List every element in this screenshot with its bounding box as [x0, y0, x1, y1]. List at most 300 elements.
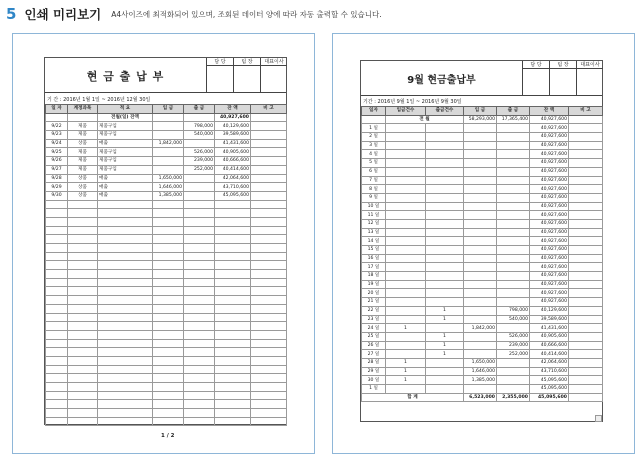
- table-cell: [98, 235, 153, 244]
- note-cell: [251, 131, 287, 140]
- balance-cell: 40,927,600: [530, 150, 569, 159]
- account-cell: 제품: [68, 165, 98, 174]
- table-row: [362, 315, 603, 324]
- balance-cell: 45,095,600: [530, 385, 569, 394]
- withdrawal-cell: [184, 174, 215, 183]
- note-cell: [569, 219, 603, 228]
- print-preview-page-1: [12, 33, 315, 454]
- table-cell: [68, 400, 98, 409]
- note-cell: [569, 358, 603, 367]
- table-cell: [46, 113, 68, 122]
- withdrawal-count-cell: [426, 280, 464, 289]
- withdrawal-cell: 526,000: [184, 148, 215, 157]
- deposit-cell: [464, 228, 497, 237]
- table-cell: [98, 252, 153, 261]
- note-cell: [569, 246, 603, 255]
- table-cell: [153, 322, 184, 331]
- note-cell: [569, 367, 603, 376]
- table-cell: [184, 296, 215, 305]
- empty-row: [46, 356, 287, 365]
- deposit-count-cell: [386, 141, 426, 150]
- balance-cell: 40,927,600: [530, 133, 569, 142]
- balance-cell: 40,927,600: [530, 237, 569, 246]
- withdrawal-count-cell: [426, 367, 464, 376]
- deposit-cell: [464, 254, 497, 263]
- note-cell: [569, 237, 603, 246]
- empty-row: [46, 304, 287, 313]
- column-header: 입 금: [153, 105, 184, 114]
- table-cell: [184, 409, 215, 418]
- table-cell: [184, 356, 215, 365]
- deposit-count-cell: [386, 228, 426, 237]
- table-row: [362, 367, 603, 376]
- table-cell: [153, 330, 184, 339]
- table-cell: [251, 365, 287, 374]
- cash-book-form: [44, 57, 287, 439]
- section-subtitle: A4사이즈에 최적화되어 있으며, 조회된 데이터 양에 따라 자동 출력할 수 있습니다.: [111, 9, 382, 19]
- deposit-cell: [464, 176, 497, 185]
- table-cell: [153, 417, 184, 426]
- date-cell: 9/28: [46, 174, 68, 183]
- withdrawal-cell: [497, 159, 530, 168]
- table-cell: [251, 209, 287, 218]
- balance-cell: 39,589,600: [530, 315, 569, 324]
- balance-cell: 40,927,600: [530, 167, 569, 176]
- day-cell: 19 일: [362, 280, 386, 289]
- withdrawal-count-cell: [426, 211, 464, 220]
- table-row: [46, 174, 287, 183]
- account-cell: 상품: [68, 183, 98, 192]
- deposit-count-cell: [386, 193, 426, 202]
- withdrawal-cell: [497, 254, 530, 263]
- table-cell: [184, 365, 215, 374]
- table-cell: [184, 252, 215, 261]
- note-cell: [569, 341, 603, 350]
- column-header: 비 고: [251, 105, 287, 114]
- withdrawal-cell: [497, 246, 530, 255]
- deposit-cell: [464, 280, 497, 289]
- day-cell: 14 일: [362, 237, 386, 246]
- day-cell: 9 일: [362, 193, 386, 202]
- approval-divider: [233, 58, 234, 93]
- table-cell: [215, 391, 251, 400]
- balance-cell: 40,927,600: [530, 263, 569, 272]
- withdrawal-count-cell: [426, 167, 464, 176]
- note-cell: [251, 139, 287, 148]
- table-cell: [153, 383, 184, 392]
- deposit-cell: [464, 193, 497, 202]
- form-title: 9월 현금출납부: [407, 75, 476, 86]
- withdrawal-cell: [497, 219, 530, 228]
- table-cell: [46, 217, 68, 226]
- withdrawal-cell: [497, 202, 530, 211]
- table-row: [362, 202, 603, 211]
- table-cell: [68, 113, 98, 122]
- table-cell: [215, 374, 251, 383]
- table-cell: [251, 356, 287, 365]
- deposit-cell: 1,650,000: [464, 358, 497, 367]
- table-cell: [68, 348, 98, 357]
- table-row: [46, 122, 287, 131]
- table-cell: [68, 322, 98, 331]
- table-cell: [215, 296, 251, 305]
- table-cell: [184, 278, 215, 287]
- balance-cell: 40,927,600: [530, 280, 569, 289]
- date-cell: 9/22: [46, 122, 68, 131]
- table-cell: [68, 417, 98, 426]
- table-cell: [215, 322, 251, 331]
- memo-cell: 제품구입: [98, 148, 153, 157]
- table-row: [362, 176, 603, 185]
- carry-deposit: 58,293,000: [464, 115, 497, 124]
- note-cell: [569, 332, 603, 341]
- table-cell: [251, 400, 287, 409]
- table-cell: [46, 252, 68, 261]
- table-cell: [215, 287, 251, 296]
- deposit-cell: [464, 150, 497, 159]
- table-cell: [46, 409, 68, 418]
- note-cell: [569, 298, 603, 307]
- table-cell: [98, 244, 153, 253]
- deposit-cell: 1,646,000: [153, 183, 184, 192]
- table-cell: [98, 330, 153, 339]
- page-number: 1 / 2: [161, 433, 175, 439]
- table-cell: [98, 339, 153, 348]
- empty-row: [46, 200, 287, 209]
- table-cell: [251, 409, 287, 418]
- table-cell: [215, 209, 251, 218]
- table-cell: [98, 217, 153, 226]
- deposit-count-cell: [386, 202, 426, 211]
- deposit-count-cell: [386, 298, 426, 307]
- date-cell: 9/30: [46, 191, 68, 200]
- table-cell: [569, 393, 603, 402]
- table-row: [362, 133, 603, 142]
- column-header: 출금건수: [426, 107, 464, 116]
- table-cell: [98, 374, 153, 383]
- table-cell: [184, 235, 215, 244]
- monthly-cash-book-form: [360, 60, 603, 422]
- empty-row: [46, 391, 287, 400]
- table-cell: [251, 226, 287, 235]
- total-label: 합 계: [362, 393, 464, 402]
- table-cell: [68, 244, 98, 253]
- table-cell: [184, 383, 215, 392]
- withdrawal-cell: [497, 228, 530, 237]
- withdrawal-cell: [497, 176, 530, 185]
- empty-row: [46, 365, 287, 374]
- table-cell: [46, 261, 68, 270]
- table-cell: [184, 209, 215, 218]
- carry-row: [362, 115, 603, 124]
- table-cell: [46, 400, 68, 409]
- day-cell: 22 일: [362, 306, 386, 315]
- withdrawal-count-cell: 1: [426, 306, 464, 315]
- deposit-cell: [464, 159, 497, 168]
- column-header: 비 고: [569, 107, 603, 116]
- balance-cell: 40,927,600: [530, 211, 569, 220]
- day-cell: 30 일: [362, 376, 386, 385]
- table-row: [46, 131, 287, 140]
- account-cell: 제품: [68, 157, 98, 166]
- day-cell: 18 일: [362, 272, 386, 281]
- account-cell: 제품: [68, 122, 98, 131]
- balance-cell: 40,927,600: [530, 159, 569, 168]
- withdrawal-cell: 239,000: [497, 341, 530, 350]
- table-cell: [98, 209, 153, 218]
- balance-cell: 40,927,600: [530, 289, 569, 298]
- table-cell: [98, 400, 153, 409]
- table-cell: [68, 383, 98, 392]
- table-cell: [251, 287, 287, 296]
- table-header-row: [362, 107, 603, 116]
- balance-cell: 40,927,600: [530, 141, 569, 150]
- table-row: [362, 185, 603, 194]
- table-cell: [68, 339, 98, 348]
- deposit-cell: [464, 202, 497, 211]
- day-cell: 4 일: [362, 150, 386, 159]
- deposit-cell: [153, 148, 184, 157]
- withdrawal-count-cell: [426, 228, 464, 237]
- column-header: 잔 액: [530, 107, 569, 116]
- deposit-count-cell: [386, 237, 426, 246]
- table-row: [362, 289, 603, 298]
- balance-cell: 45,095,600: [530, 376, 569, 385]
- withdrawal-cell: 798,000: [184, 122, 215, 131]
- column-header: 일 자: [46, 105, 68, 114]
- withdrawal-count-cell: [426, 254, 464, 263]
- table-cell: [153, 409, 184, 418]
- table-cell: [184, 417, 215, 426]
- table-row: [362, 358, 603, 367]
- deposit-count-cell: [386, 280, 426, 289]
- table-header-row: [46, 105, 287, 114]
- empty-row: [46, 374, 287, 383]
- empty-row: [46, 287, 287, 296]
- table-cell: [153, 296, 184, 305]
- balance-cell: 45,095,600: [215, 191, 251, 200]
- table-cell: [215, 339, 251, 348]
- note-cell: [569, 385, 603, 394]
- note-cell: [569, 211, 603, 220]
- note-cell: [251, 148, 287, 157]
- table-cell: [98, 287, 153, 296]
- note-cell: [569, 176, 603, 185]
- table-cell: [98, 409, 153, 418]
- approval-label: 담 당: [523, 61, 549, 69]
- deposit-count-cell: [386, 263, 426, 272]
- table-cell: [46, 383, 68, 392]
- table-cell: [46, 235, 68, 244]
- table-cell: [68, 217, 98, 226]
- table-cell: [46, 348, 68, 357]
- deposit-cell: [464, 298, 497, 307]
- table-cell: [184, 270, 215, 279]
- withdrawal-cell: [497, 358, 530, 367]
- day-cell: 8 일: [362, 185, 386, 194]
- deposit-cell: [153, 165, 184, 174]
- withdrawal-cell: [497, 367, 530, 376]
- monthly-cash-book-table: [361, 106, 603, 402]
- note-cell: [569, 376, 603, 385]
- table-cell: [153, 278, 184, 287]
- table-cell: [251, 417, 287, 426]
- deposit-cell: [153, 122, 184, 131]
- table-cell: [46, 322, 68, 331]
- empty-row: [46, 217, 287, 226]
- table-cell: [68, 391, 98, 400]
- balance-cell: 39,589,600: [215, 131, 251, 140]
- approval-box: [206, 58, 286, 93]
- total-balance: 45,095,600: [530, 393, 569, 402]
- day-cell: 17 일: [362, 263, 386, 272]
- table-cell: [251, 244, 287, 253]
- withdrawal-count-cell: [426, 246, 464, 255]
- table-cell: [184, 391, 215, 400]
- withdrawal-cell: 540,000: [497, 315, 530, 324]
- deposit-cell: [464, 332, 497, 341]
- memo-cell: 제품구입: [98, 157, 153, 166]
- table-row: [362, 124, 603, 133]
- column-header: 적 요: [98, 105, 153, 114]
- table-cell: [184, 313, 215, 322]
- balance-cell: 40,905,600: [530, 332, 569, 341]
- table-cell: [46, 287, 68, 296]
- table-cell: [68, 200, 98, 209]
- withdrawal-count-cell: [426, 237, 464, 246]
- table-cell: [46, 417, 68, 426]
- table-cell: [46, 374, 68, 383]
- note-cell: [569, 254, 603, 263]
- table-row: [362, 228, 603, 237]
- day-cell: 2 일: [362, 133, 386, 142]
- empty-row: [46, 322, 287, 331]
- empty-row: [46, 383, 287, 392]
- balance-cell: 40,129,600: [530, 306, 569, 315]
- table-cell: [184, 261, 215, 270]
- deposit-count-cell: [386, 246, 426, 255]
- table-row: [362, 376, 603, 385]
- carry-withdrawal: 17,365,400: [497, 115, 530, 124]
- note-cell: [251, 165, 287, 174]
- table-cell: [153, 339, 184, 348]
- title-block: [361, 61, 602, 96]
- column-header: 출 금: [497, 107, 530, 116]
- note-cell: [569, 167, 603, 176]
- withdrawal-count-cell: 1: [426, 315, 464, 324]
- column-header: 입 금: [464, 107, 497, 116]
- date-cell: 9/29: [46, 183, 68, 192]
- note-cell: [569, 159, 603, 168]
- table-cell: [153, 244, 184, 253]
- balance-cell: 43,710,600: [215, 183, 251, 192]
- date-cell: 9/26: [46, 157, 68, 166]
- table-cell: [251, 339, 287, 348]
- table-cell: [68, 365, 98, 374]
- approval-divider: [260, 58, 261, 93]
- table-cell: [68, 261, 98, 270]
- table-cell: [215, 226, 251, 235]
- withdrawal-cell: [497, 185, 530, 194]
- withdrawal-cell: [497, 150, 530, 159]
- total-row: [362, 393, 603, 402]
- table-cell: [184, 200, 215, 209]
- balance-cell: 40,414,600: [215, 165, 251, 174]
- deposit-cell: 1,385,000: [153, 191, 184, 200]
- deposit-cell: [464, 141, 497, 150]
- day-cell: 26 일: [362, 341, 386, 350]
- withdrawal-count-cell: [426, 385, 464, 394]
- table-cell: [215, 270, 251, 279]
- deposit-cell: [464, 272, 497, 281]
- table-cell: [98, 226, 153, 235]
- note-cell: [569, 228, 603, 237]
- note-cell: [251, 122, 287, 131]
- balance-cell: 40,905,600: [215, 148, 251, 157]
- table-cell: [569, 115, 603, 124]
- withdrawal-cell: [497, 141, 530, 150]
- table-cell: [68, 409, 98, 418]
- carry-row: [46, 113, 287, 122]
- day-cell: 25 일: [362, 332, 386, 341]
- deposit-cell: [464, 237, 497, 246]
- title-block: [45, 58, 286, 93]
- table-cell: [46, 200, 68, 209]
- table-cell: [251, 391, 287, 400]
- day-cell: 29 일: [362, 367, 386, 376]
- table-cell: [68, 356, 98, 365]
- balance-cell: 40,927,600: [530, 254, 569, 263]
- balance-cell: 40,927,600: [530, 185, 569, 194]
- empty-row: [46, 209, 287, 218]
- table-cell: [251, 322, 287, 331]
- table-row: [362, 324, 603, 333]
- note-cell: [569, 141, 603, 150]
- table-cell: [251, 261, 287, 270]
- table-cell: [251, 270, 287, 279]
- table-row: [362, 332, 603, 341]
- table-row: [46, 183, 287, 192]
- table-cell: [215, 313, 251, 322]
- deposit-count-cell: 1: [386, 367, 426, 376]
- deposit-count-cell: 1: [386, 358, 426, 367]
- empty-row: [46, 296, 287, 305]
- withdrawal-cell: 252,000: [497, 350, 530, 359]
- table-cell: [153, 209, 184, 218]
- deposit-count-cell: [386, 350, 426, 359]
- withdrawal-cell: 540,000: [184, 131, 215, 140]
- note-cell: [569, 124, 603, 133]
- balance-cell: 40,927,600: [530, 228, 569, 237]
- table-cell: [153, 287, 184, 296]
- total-withdrawal: 2,355,000: [497, 393, 530, 402]
- withdrawal-cell: [497, 263, 530, 272]
- withdrawal-cell: 798,000: [497, 306, 530, 315]
- withdrawal-cell: [497, 272, 530, 281]
- table-cell: [153, 313, 184, 322]
- deposit-count-cell: [386, 315, 426, 324]
- day-cell: 13 일: [362, 228, 386, 237]
- deposit-count-cell: [386, 385, 426, 394]
- table-cell: [251, 348, 287, 357]
- table-cell: [46, 226, 68, 235]
- table-cell: [68, 313, 98, 322]
- withdrawal-count-cell: [426, 272, 464, 281]
- table-row: [46, 191, 287, 200]
- day-cell: 7 일: [362, 176, 386, 185]
- table-cell: [153, 400, 184, 409]
- deposit-count-cell: [386, 341, 426, 350]
